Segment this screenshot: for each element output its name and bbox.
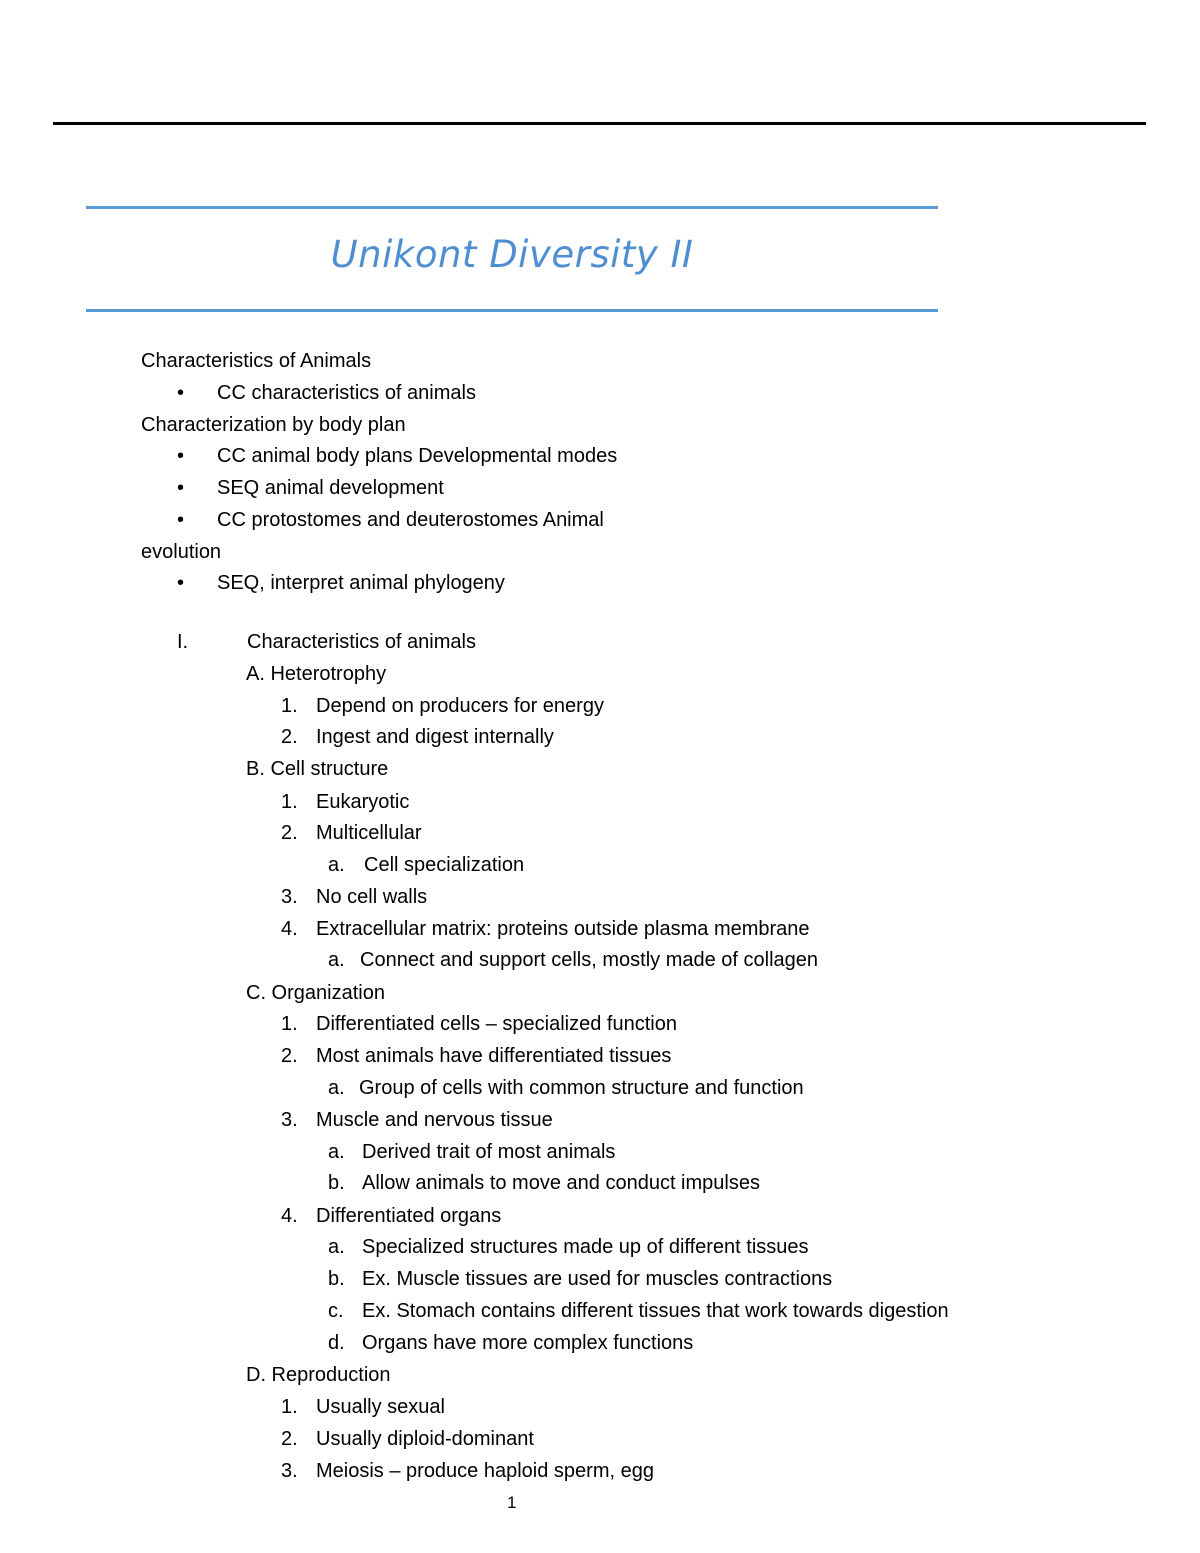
list-marker: 2.	[281, 1428, 298, 1450]
objective-item-text: CC protostomes and deuterostomes Animal	[217, 509, 604, 531]
outline-item-text: Cell specialization	[364, 854, 525, 876]
list-marker: 1.	[281, 1396, 298, 1418]
list-marker: 1.	[281, 791, 298, 813]
outline-item-text: No cell walls	[316, 886, 428, 908]
outline-item-text: Connect and support cells, mostly made of collagen	[360, 949, 819, 971]
outline-item-text: Differentiated cells – specialized function	[316, 1013, 677, 1035]
list-marker: 3.	[281, 1460, 298, 1482]
list-marker: 3.	[281, 1109, 298, 1131]
list-marker: a.	[328, 1077, 345, 1099]
outline-item-text: Eukaryotic	[316, 791, 410, 813]
outline-item-text: Organs have more complex functions	[362, 1332, 694, 1354]
list-marker: 4.	[281, 918, 298, 940]
outline-item-text: Meiosis – produce haploid sperm, egg	[316, 1460, 654, 1482]
list-marker: c.	[328, 1300, 344, 1322]
outline-item-text: C. Organization	[246, 982, 385, 1004]
outline-item-text: Ingest and digest internally	[316, 726, 554, 748]
outline-item-text: Muscle and nervous tissue	[316, 1109, 553, 1131]
outline-item-text: Usually sexual	[316, 1396, 445, 1418]
objective-item-text: Characteristics of Animals	[141, 350, 372, 372]
list-marker: 2.	[281, 726, 298, 748]
outline-item-text: Group of cells with common structure and function	[359, 1077, 804, 1099]
bullet-marker: •	[177, 477, 185, 499]
objective-item-text: CC characteristics of animals	[217, 382, 476, 404]
list-marker: a.	[328, 949, 345, 971]
objective-item-text: SEQ, interpret animal phylogeny	[217, 572, 505, 594]
outline-item-text: Extracellular matrix: proteins outside plasma membrane	[316, 918, 810, 940]
list-marker: 1.	[281, 1013, 298, 1035]
outline-item-text: Depend on producers for energy	[316, 695, 604, 717]
outline-item-text: Ex. Muscle tissues are used for muscles contractions	[362, 1268, 833, 1290]
outline-item-text: Specialized structures made up of different tissues	[362, 1236, 809, 1258]
outline-item-text: D. Reproduction	[246, 1364, 391, 1386]
outline-item-text: Differentiated organs	[316, 1205, 502, 1227]
page-number: 1	[507, 1493, 517, 1512]
outline-item-text: Usually diploid-dominant	[316, 1428, 534, 1450]
list-marker: a.	[328, 1236, 345, 1258]
title-rule-top	[86, 206, 938, 209]
objective-item-text: CC animal body plans Developmental modes	[217, 445, 618, 467]
outline-item-text: A. Heterotrophy	[246, 663, 387, 685]
bullet-marker: •	[177, 445, 185, 467]
list-marker: 1.	[281, 695, 298, 717]
list-marker: 4.	[281, 1205, 298, 1227]
list-marker: b.	[328, 1268, 345, 1290]
header-rule	[53, 122, 1146, 125]
objective-item-text: Characterization by body plan	[141, 414, 406, 436]
list-marker: 2.	[281, 1045, 298, 1067]
outline-item-text: Ex. Stomach contains different tissues that work towards digestion	[362, 1300, 949, 1322]
bullet-marker: •	[177, 572, 185, 594]
bullet-marker: •	[177, 382, 185, 404]
page-title: Unikont Diversity II	[330, 233, 694, 276]
outline-item-text: Characteristics of animals	[247, 631, 476, 653]
outline-item-text: Derived trait of most animals	[362, 1141, 616, 1163]
objective-item-text: SEQ animal development	[217, 477, 444, 499]
objective-item-text: evolution	[141, 541, 222, 563]
bullet-marker: •	[177, 509, 185, 531]
outline-item-text: B. Cell structure	[246, 758, 389, 780]
list-marker: a.	[328, 1141, 345, 1163]
list-marker: d.	[328, 1332, 345, 1354]
outline-item-text: Allow animals to move and conduct impulses	[362, 1172, 760, 1194]
list-marker: a.	[328, 854, 345, 876]
list-marker: 2.	[281, 822, 298, 844]
title-rule-bottom	[86, 309, 938, 312]
list-marker: I.	[177, 631, 189, 653]
outline-item-text: Multicellular	[316, 822, 422, 844]
list-marker: 3.	[281, 886, 298, 908]
outline-item-text: Most animals have differentiated tissues	[316, 1045, 672, 1067]
list-marker: b.	[328, 1172, 345, 1194]
